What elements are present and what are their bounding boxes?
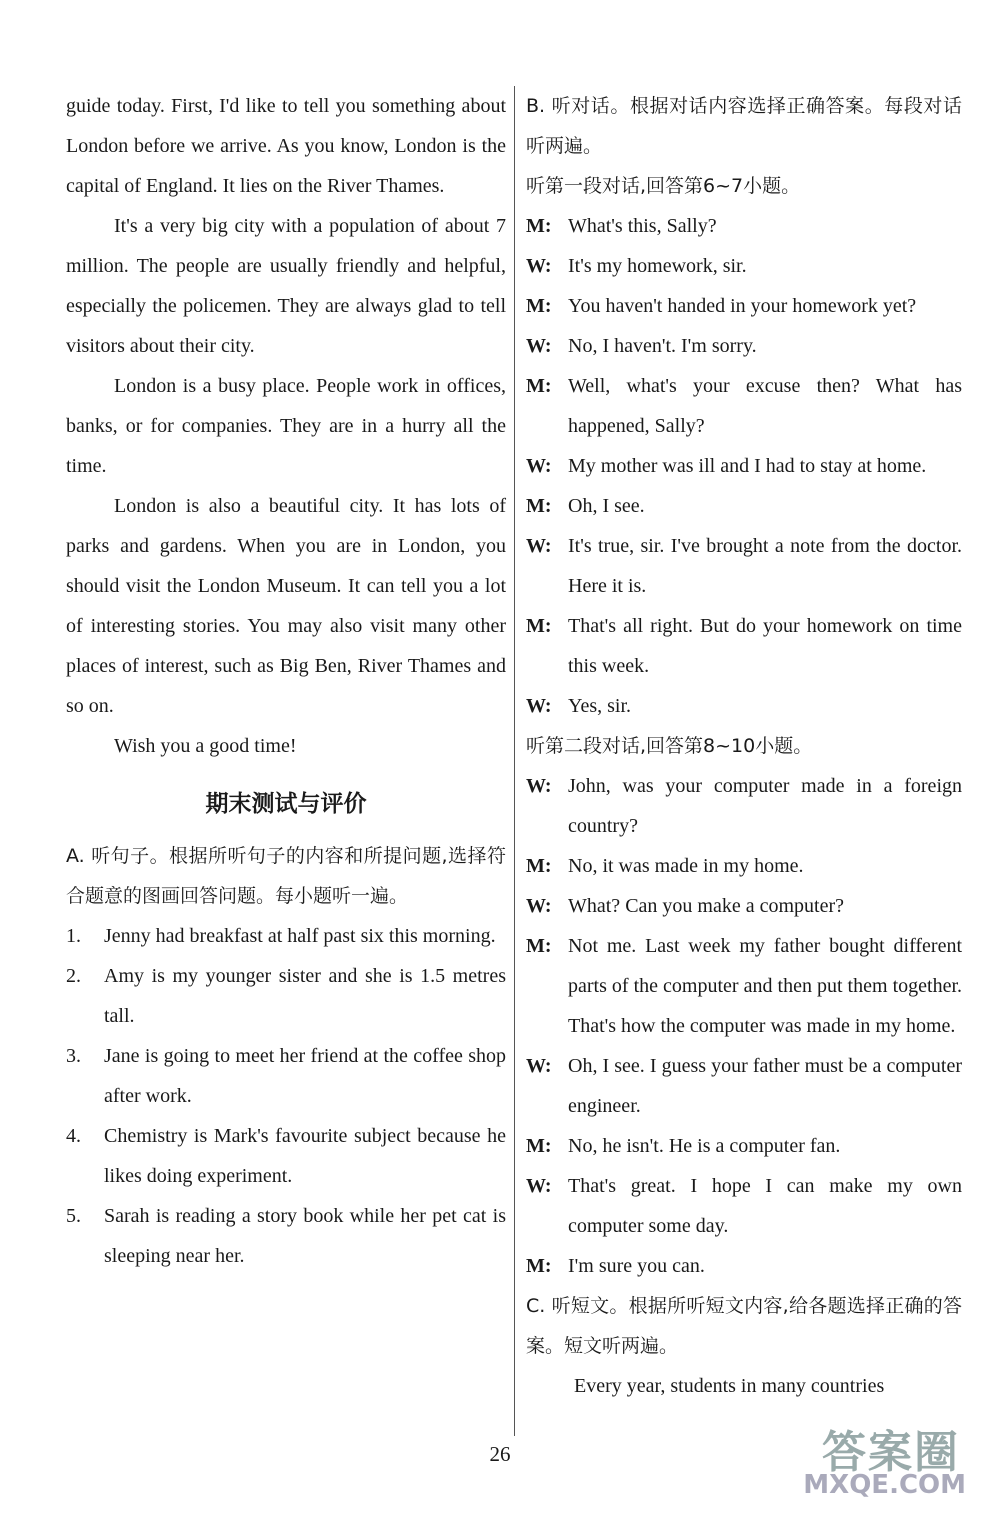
speaker-label: W: <box>526 455 552 477</box>
dialogue-line <box>526 1166 962 1246</box>
right-column <box>526 86 962 1406</box>
dialogue-line <box>526 606 962 686</box>
speaker-label: M: <box>526 855 552 877</box>
speaker-label: W: <box>526 1055 552 1077</box>
paragraph-london-intro: guide today. First, I'd like to tell you something about London before we arrive. As you know, London is the capital of England. It lies on the River Thames. <box>66 95 506 197</box>
dialogue-text: No, it was made in my home. <box>568 855 804 877</box>
dialogue-line <box>526 686 962 726</box>
dialogue-text: John, was your computer made in a foreign country? <box>568 775 962 837</box>
part-b-instructions: B. 听对话。根据对话内容选择正确答案。每段对话听两遍。 <box>526 95 962 157</box>
speaker-label: M: <box>526 1135 552 1157</box>
dialogue-line <box>526 286 962 326</box>
dialogue-text: No, he isn't. He is a computer fan. <box>568 1135 841 1157</box>
dialogue-line <box>526 926 962 1046</box>
dialogue-text: It's my homework, sir. <box>568 255 747 277</box>
dialogue-2 <box>526 766 962 1286</box>
list-item <box>66 1116 506 1196</box>
list-item <box>66 916 506 956</box>
dialogue-text: Yes, sir. <box>568 695 631 717</box>
dialogue-2-heading: 听第二段对话,回答第8~10小题。 <box>526 735 813 757</box>
dialogue-line <box>526 886 962 926</box>
dialogue-line <box>526 206 962 246</box>
dialogue-text: That's all right. But do your homework on time this week. <box>568 615 962 677</box>
dialogue-line <box>526 326 962 366</box>
dialogue-text: My mother was ill and I had to stay at home. <box>568 455 927 477</box>
item-number: 5. <box>66 1205 81 1227</box>
speaker-label: W: <box>526 1175 552 1197</box>
part-c-instructions: C. 听短文。根据所听短文内容,给各题选择正确的答案。短文听两遍。 <box>526 1295 962 1357</box>
dialogue-1-heading: 听第一段对话,回答第6~7小题。 <box>526 175 801 197</box>
speaker-label: M: <box>526 295 552 317</box>
dialogue-line <box>526 366 962 446</box>
part-a-items <box>66 916 506 1276</box>
paragraph-closing: Wish you a good time! <box>114 735 297 757</box>
page-number: 26 <box>489 1442 511 1466</box>
list-item <box>66 1196 506 1276</box>
item-number: 4. <box>66 1125 81 1147</box>
watermark-url: MXQE.COM <box>803 1470 966 1500</box>
item-number: 1. <box>66 925 81 947</box>
speaker-label: W: <box>526 255 552 277</box>
list-item <box>66 956 506 1036</box>
dialogue-text: I'm sure you can. <box>568 1255 705 1277</box>
section-title: 期末测试与评价 <box>205 791 367 817</box>
paragraph-busy-place: London is a busy place. People work in offices, banks, or for companies. They are in a hurry all the time. <box>66 375 506 477</box>
dialogue-line <box>526 1126 962 1166</box>
dialogue-text: No, I haven't. I'm sorry. <box>568 335 757 357</box>
speaker-label: W: <box>526 335 552 357</box>
paragraph-beautiful-city: London is also a beautiful city. It has lots of parks and gardens. When you are in London, you should visit the London Museum. It can tell you a lot of interesting stories. You may also visit many other places of interest, such as Big Ben, River Thames and so on. <box>66 495 506 717</box>
speaker-label: W: <box>526 535 552 557</box>
speaker-label: M: <box>526 1255 552 1277</box>
speaker-label: W: <box>526 695 552 717</box>
item-text: Chemistry is Mark's favourite subject because he likes doing experiment. <box>104 1125 506 1187</box>
list-item <box>66 1036 506 1116</box>
item-text: Jane is going to meet her friend at the coffee shop after work. <box>104 1045 506 1107</box>
speaker-label: M: <box>526 495 552 517</box>
column-divider <box>514 86 515 1436</box>
dialogue-line <box>526 1246 962 1286</box>
dialogue-1 <box>526 206 962 726</box>
dialogue-line <box>526 846 962 886</box>
dialogue-line <box>526 486 962 526</box>
item-text: Sarah is reading a story book while her pet cat is sleeping near her. <box>104 1205 506 1267</box>
item-number: 3. <box>66 1045 81 1067</box>
dialogue-text: It's true, sir. I've brought a note from the doctor. Here it is. <box>568 535 962 597</box>
dialogue-line <box>526 246 962 286</box>
speaker-label: M: <box>526 215 552 237</box>
speaker-label: M: <box>526 935 552 957</box>
dialogue-text: You haven't handed in your homework yet? <box>568 295 917 317</box>
dialogue-line <box>526 766 962 846</box>
dialogue-line <box>526 446 962 486</box>
item-number: 2. <box>66 965 81 987</box>
dialogue-text: That's great. I hope I can make my own computer some day. <box>568 1175 962 1237</box>
watermark-logo: 答案圈 <box>822 1427 960 1478</box>
dialogue-text: Not me. Last week my father bought different parts of the computer and then put them together. That's how the computer was made in my home. <box>568 935 962 1037</box>
dialogue-text: Well, what's your excuse then? What has happened, Sally? <box>568 375 962 437</box>
part-c-passage: Every year, students in many countries <box>574 1375 885 1397</box>
dialogue-text: Oh, I see. <box>568 495 645 517</box>
dialogue-text: What? Can you make a computer? <box>568 895 844 917</box>
dialogue-text: What's this, Sally? <box>568 215 717 237</box>
left-column <box>66 86 506 1276</box>
part-a-instructions: A. 听句子。根据所听句子的内容和所提问题,选择符合题意的图画回答问题。每小题听一遍。 <box>66 845 506 907</box>
speaker-label: M: <box>526 615 552 637</box>
speaker-label: W: <box>526 895 552 917</box>
dialogue-line <box>526 1046 962 1126</box>
dialogue-line <box>526 526 962 606</box>
item-text: Amy is my younger sister and she is 1.5 metres tall. <box>104 965 506 1027</box>
speaker-label: M: <box>526 375 552 397</box>
paragraph-population: It's a very big city with a population of about 7 million. The people are usually friendly and helpful, especially the policemen. They are always glad to tell visitors about their city. <box>66 215 506 357</box>
item-text: Jenny had breakfast at half past six this morning. <box>104 925 496 947</box>
dialogue-text: Oh, I see. I guess your father must be a computer engineer. <box>568 1055 962 1117</box>
speaker-label: W: <box>526 775 552 797</box>
